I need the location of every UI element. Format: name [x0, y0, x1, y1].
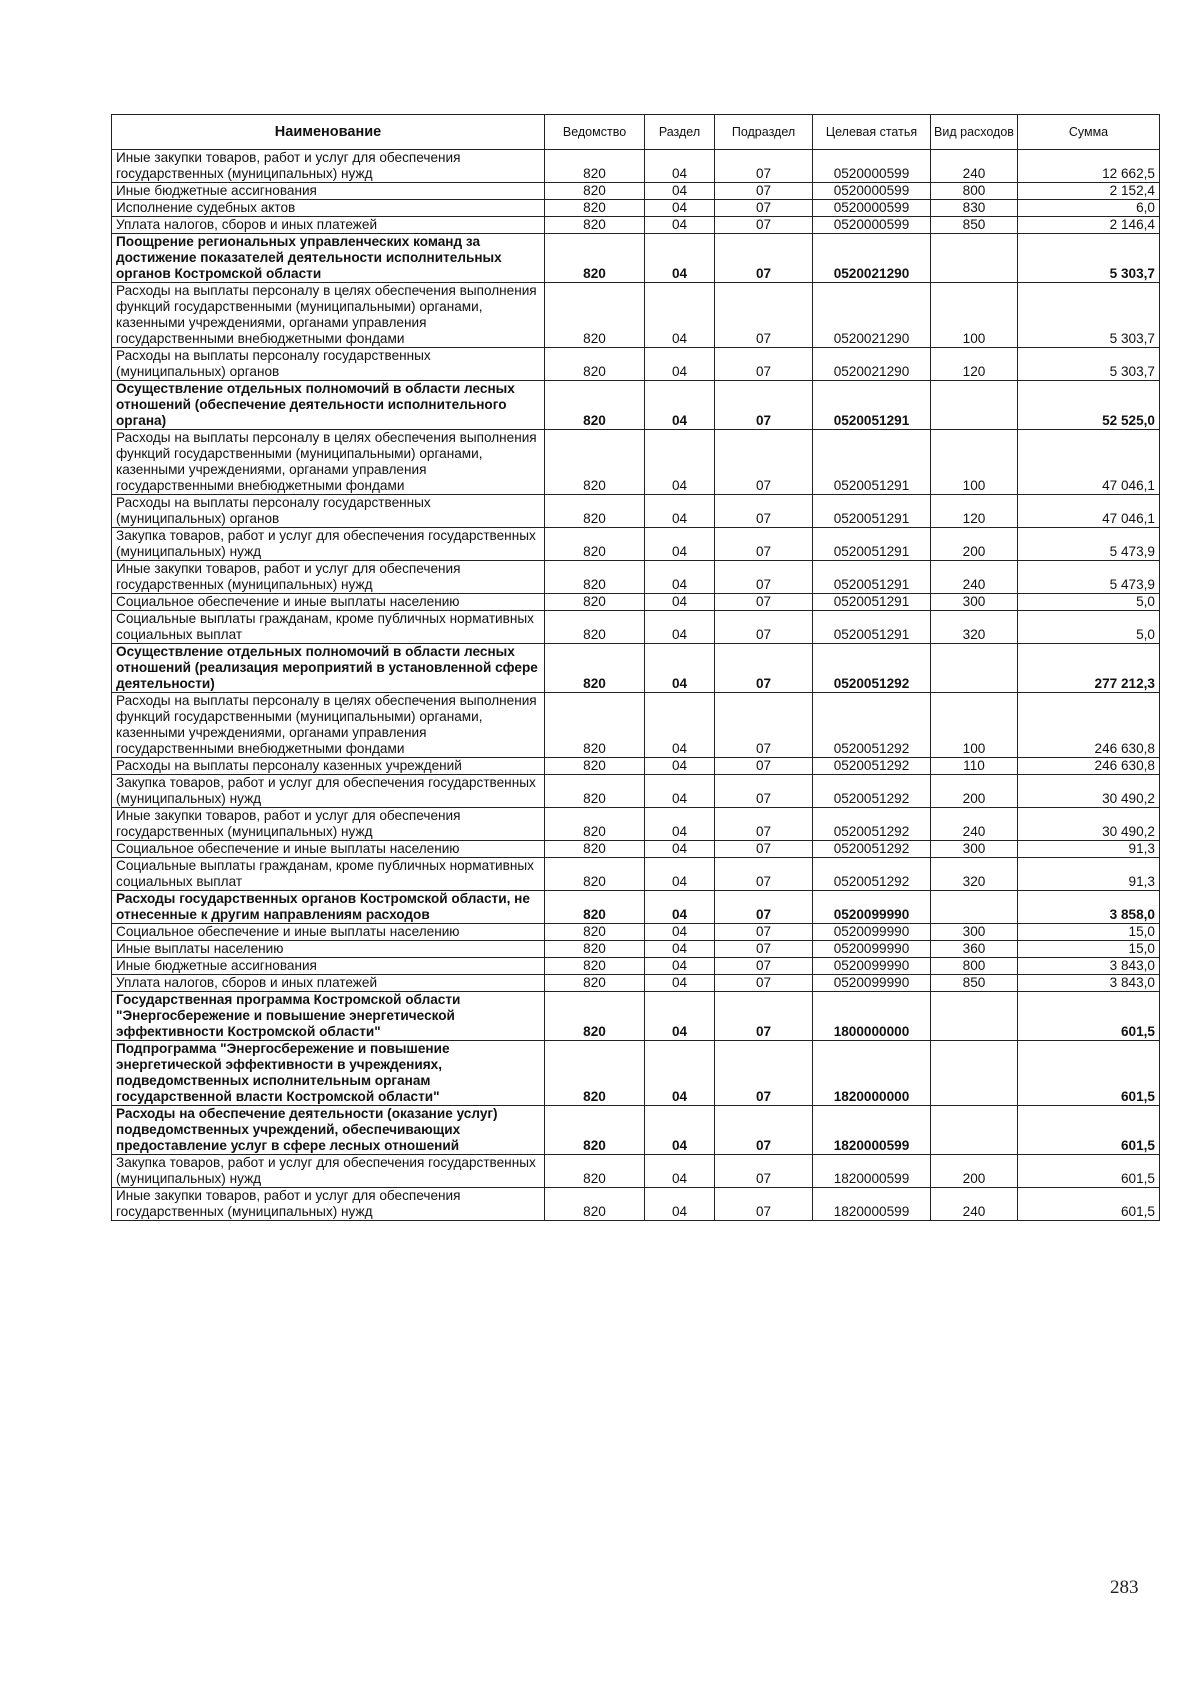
cell-dept: 820	[545, 644, 645, 693]
cell-target: 0520021290	[813, 234, 931, 283]
cell-section: 04	[645, 758, 715, 775]
table-row	[112, 808, 1160, 841]
page-number: 283	[1110, 1577, 1139, 1598]
cell-dept: 820	[545, 495, 645, 528]
cell-target: 1820000000	[813, 1041, 931, 1106]
cell-subsection: 07	[715, 758, 813, 775]
cell-dept: 820	[545, 992, 645, 1041]
cell-sum: 15,0	[1018, 924, 1160, 941]
cell-dept: 820	[545, 1188, 645, 1221]
cell-name: Расходы на выплаты персоналу государственных (муниципальных) органов	[112, 495, 545, 528]
table-row	[112, 644, 1160, 693]
cell-sum: 15,0	[1018, 941, 1160, 958]
cell-sum: 47 046,1	[1018, 430, 1160, 495]
cell-dept: 820	[545, 858, 645, 891]
cell-type: 300	[931, 594, 1018, 611]
cell-subsection: 07	[715, 183, 813, 200]
cell-section: 04	[645, 150, 715, 183]
table-row	[112, 992, 1160, 1041]
cell-name: Уплата налогов, сборов и иных платежей	[112, 217, 545, 234]
cell-subsection: 07	[715, 644, 813, 693]
cell-dept: 820	[545, 283, 645, 348]
cell-target: 0520051292	[813, 644, 931, 693]
cell-dept: 820	[545, 1106, 645, 1155]
cell-name: Иные бюджетные ассигнования	[112, 183, 545, 200]
cell-target: 0520051292	[813, 775, 931, 808]
cell-sum: 30 490,2	[1018, 808, 1160, 841]
cell-sum: 5 473,9	[1018, 561, 1160, 594]
cell-subsection: 07	[715, 200, 813, 217]
table-body	[112, 150, 1160, 1221]
table-row	[112, 561, 1160, 594]
table-row	[112, 858, 1160, 891]
cell-target: 0520099990	[813, 975, 931, 992]
table-row	[112, 200, 1160, 217]
cell-sum: 5 303,7	[1018, 283, 1160, 348]
header-sum: Сумма	[1018, 115, 1160, 150]
cell-type: 200	[931, 775, 1018, 808]
table-row	[112, 348, 1160, 381]
cell-type: 800	[931, 958, 1018, 975]
cell-section: 04	[645, 495, 715, 528]
cell-type: 300	[931, 924, 1018, 941]
cell-target: 0520051291	[813, 561, 931, 594]
cell-subsection: 07	[715, 283, 813, 348]
cell-target: 0520051291	[813, 611, 931, 644]
table-row	[112, 594, 1160, 611]
cell-sum: 3 843,0	[1018, 975, 1160, 992]
cell-sum: 12 662,5	[1018, 150, 1160, 183]
header-dept: Ведомство	[545, 115, 645, 150]
cell-subsection: 07	[715, 891, 813, 924]
cell-subsection: 07	[715, 1106, 813, 1155]
cell-subsection: 07	[715, 1188, 813, 1221]
cell-section: 04	[645, 561, 715, 594]
table-row	[112, 1188, 1160, 1221]
cell-subsection: 07	[715, 858, 813, 891]
cell-subsection: 07	[715, 775, 813, 808]
cell-type: 100	[931, 430, 1018, 495]
cell-section: 04	[645, 528, 715, 561]
cell-target: 0520051292	[813, 808, 931, 841]
cell-sum: 91,3	[1018, 841, 1160, 858]
cell-type: 200	[931, 528, 1018, 561]
cell-type: 240	[931, 561, 1018, 594]
cell-dept: 820	[545, 808, 645, 841]
cell-type	[931, 1106, 1018, 1155]
table-row	[112, 234, 1160, 283]
cell-subsection: 07	[715, 1155, 813, 1188]
cell-type: 320	[931, 858, 1018, 891]
cell-target: 1820000599	[813, 1155, 931, 1188]
table-row	[112, 941, 1160, 958]
cell-type: 240	[931, 150, 1018, 183]
cell-dept: 820	[545, 234, 645, 283]
header-target: Целевая статья	[813, 115, 931, 150]
cell-name: Социальное обеспечение и иные выплаты населению	[112, 924, 545, 941]
cell-target: 0520000599	[813, 150, 931, 183]
table-row	[112, 693, 1160, 758]
cell-name: Закупка товаров, работ и услуг для обеспечения государственных (муниципальных) нужд	[112, 528, 545, 561]
cell-section: 04	[645, 992, 715, 1041]
cell-target: 0520000599	[813, 183, 931, 200]
cell-section: 04	[645, 858, 715, 891]
cell-type	[931, 644, 1018, 693]
table-row	[112, 775, 1160, 808]
cell-section: 04	[645, 891, 715, 924]
cell-target: 0520051292	[813, 841, 931, 858]
cell-target: 0520051292	[813, 693, 931, 758]
cell-subsection: 07	[715, 808, 813, 841]
cell-name: Расходы на обеспечение деятельности (оказание услуг) подведомственных учреждений, обеспечивающих предоставление услуг в сфере лесных отношений	[112, 1106, 545, 1155]
cell-sum: 601,5	[1018, 1041, 1160, 1106]
cell-sum: 5 303,7	[1018, 234, 1160, 283]
cell-type: 300	[931, 841, 1018, 858]
cell-dept: 820	[545, 758, 645, 775]
table-row	[112, 1041, 1160, 1106]
cell-name: Социальные выплаты гражданам, кроме публичных нормативных социальных выплат	[112, 611, 545, 644]
cell-subsection: 07	[715, 941, 813, 958]
cell-subsection: 07	[715, 992, 813, 1041]
cell-sum: 246 630,8	[1018, 758, 1160, 775]
cell-type: 100	[931, 693, 1018, 758]
cell-sum: 5,0	[1018, 611, 1160, 644]
cell-dept: 820	[545, 1155, 645, 1188]
table-row	[112, 150, 1160, 183]
cell-name: Иные закупки товаров, работ и услуг для обеспечения государственных (муниципальных) нужд	[112, 561, 545, 594]
cell-name: Закупка товаров, работ и услуг для обеспечения государственных (муниципальных) нужд	[112, 1155, 545, 1188]
cell-subsection: 07	[715, 495, 813, 528]
cell-name: Социальное обеспечение и иные выплаты населению	[112, 594, 545, 611]
cell-target: 1820000599	[813, 1106, 931, 1155]
cell-target: 0520021290	[813, 348, 931, 381]
cell-target: 0520099990	[813, 891, 931, 924]
header-type: Вид расходов	[931, 115, 1018, 150]
cell-section: 04	[645, 183, 715, 200]
cell-dept: 820	[545, 150, 645, 183]
cell-target: 1800000000	[813, 992, 931, 1041]
cell-name: Расходы на выплаты персоналу государственных (муниципальных) органов	[112, 348, 545, 381]
cell-type: 200	[931, 1155, 1018, 1188]
cell-name: Иные закупки товаров, работ и услуг для обеспечения государственных (муниципальных) нужд	[112, 808, 545, 841]
cell-type: 800	[931, 183, 1018, 200]
cell-target: 0520051291	[813, 594, 931, 611]
cell-subsection: 07	[715, 381, 813, 430]
cell-dept: 820	[545, 941, 645, 958]
cell-sum: 52 525,0	[1018, 381, 1160, 430]
header-subsection: Подраздел	[715, 115, 813, 150]
cell-dept: 820	[545, 430, 645, 495]
cell-type	[931, 381, 1018, 430]
budget-table	[111, 114, 1160, 1221]
cell-section: 04	[645, 217, 715, 234]
table-row	[112, 381, 1160, 430]
cell-sum: 30 490,2	[1018, 775, 1160, 808]
cell-type: 240	[931, 808, 1018, 841]
table-row	[112, 217, 1160, 234]
cell-section: 04	[645, 941, 715, 958]
cell-name: Иные закупки товаров, работ и услуг для обеспечения государственных (муниципальных) нужд	[112, 150, 545, 183]
table-row	[112, 958, 1160, 975]
cell-dept: 820	[545, 891, 645, 924]
cell-target: 1820000599	[813, 1188, 931, 1221]
cell-subsection: 07	[715, 841, 813, 858]
cell-subsection: 07	[715, 693, 813, 758]
cell-type	[931, 891, 1018, 924]
cell-section: 04	[645, 958, 715, 975]
cell-type: 120	[931, 495, 1018, 528]
cell-subsection: 07	[715, 217, 813, 234]
cell-dept: 820	[545, 841, 645, 858]
cell-target: 0520051292	[813, 858, 931, 891]
cell-name: Социальные выплаты гражданам, кроме публичных нормативных социальных выплат	[112, 858, 545, 891]
cell-name: Социальное обеспечение и иные выплаты населению	[112, 841, 545, 858]
cell-sum: 277 212,3	[1018, 644, 1160, 693]
table-row	[112, 758, 1160, 775]
header-name: Наименование	[112, 115, 545, 150]
cell-name: Расходы государственных органов Костромской области, не отнесенные к другим направлениям расходов	[112, 891, 545, 924]
cell-section: 04	[645, 348, 715, 381]
cell-sum: 6,0	[1018, 200, 1160, 217]
cell-section: 04	[645, 1155, 715, 1188]
cell-dept: 820	[545, 958, 645, 975]
cell-type: 120	[931, 348, 1018, 381]
cell-sum: 3 843,0	[1018, 958, 1160, 975]
cell-target: 0520051291	[813, 381, 931, 430]
cell-name: Расходы на выплаты персоналу в целях обеспечения выполнения функций государственными (муниципальными) органами, казенными учреждениями, органами управления государственными внебюджетными фондами	[112, 283, 545, 348]
cell-type: 830	[931, 200, 1018, 217]
cell-sum: 601,5	[1018, 1188, 1160, 1221]
table-row	[112, 528, 1160, 561]
cell-target: 0520051292	[813, 758, 931, 775]
cell-dept: 820	[545, 183, 645, 200]
cell-sum: 601,5	[1018, 1106, 1160, 1155]
cell-type: 850	[931, 217, 1018, 234]
cell-name: Поощрение региональных управленческих команд за достижение показателей деятельности исполнительных органов Костромской области	[112, 234, 545, 283]
cell-subsection: 07	[715, 430, 813, 495]
cell-section: 04	[645, 775, 715, 808]
cell-name: Осуществление отдельных полномочий в области лесных отношений (реализация мероприятий в установленной сфере деятельности)	[112, 644, 545, 693]
cell-subsection: 07	[715, 611, 813, 644]
cell-section: 04	[645, 644, 715, 693]
cell-section: 04	[645, 594, 715, 611]
cell-name: Расходы на выплаты персоналу казенных учреждений	[112, 758, 545, 775]
cell-subsection: 07	[715, 1041, 813, 1106]
cell-type	[931, 992, 1018, 1041]
cell-type: 360	[931, 941, 1018, 958]
cell-target: 0520000599	[813, 200, 931, 217]
cell-sum: 47 046,1	[1018, 495, 1160, 528]
cell-target: 0520000599	[813, 217, 931, 234]
cell-sum: 2 146,4	[1018, 217, 1160, 234]
table-row	[112, 1106, 1160, 1155]
cell-name: Расходы на выплаты персоналу в целях обеспечения выполнения функций государственными (муниципальными) органами, казенными учреждениями, органами управления государственными внебюджетными фондами	[112, 430, 545, 495]
cell-sum: 601,5	[1018, 1155, 1160, 1188]
cell-target: 0520051291	[813, 528, 931, 561]
cell-section: 04	[645, 430, 715, 495]
cell-target: 0520051291	[813, 430, 931, 495]
cell-dept: 820	[545, 217, 645, 234]
cell-name: Исполнение судебных актов	[112, 200, 545, 217]
cell-target: 0520021290	[813, 283, 931, 348]
cell-type: 850	[931, 975, 1018, 992]
cell-type: 240	[931, 1188, 1018, 1221]
cell-section: 04	[645, 808, 715, 841]
table-row	[112, 1155, 1160, 1188]
cell-sum: 91,3	[1018, 858, 1160, 891]
cell-section: 04	[645, 841, 715, 858]
cell-section: 04	[645, 1188, 715, 1221]
cell-dept: 820	[545, 348, 645, 381]
cell-type	[931, 234, 1018, 283]
cell-section: 04	[645, 611, 715, 644]
cell-sum: 5 473,9	[1018, 528, 1160, 561]
cell-target: 0520099990	[813, 958, 931, 975]
cell-section: 04	[645, 975, 715, 992]
cell-section: 04	[645, 200, 715, 217]
cell-name: Уплата налогов, сборов и иных платежей	[112, 975, 545, 992]
table-row	[112, 975, 1160, 992]
cell-dept: 820	[545, 561, 645, 594]
cell-dept: 820	[545, 775, 645, 808]
table-row	[112, 841, 1160, 858]
table-row	[112, 891, 1160, 924]
cell-subsection: 07	[715, 594, 813, 611]
cell-dept: 820	[545, 528, 645, 561]
cell-subsection: 07	[715, 975, 813, 992]
cell-name: Закупка товаров, работ и услуг для обеспечения государственных (муниципальных) нужд	[112, 775, 545, 808]
cell-dept: 820	[545, 381, 645, 430]
cell-dept: 820	[545, 975, 645, 992]
cell-sum: 3 858,0	[1018, 891, 1160, 924]
table-row	[112, 924, 1160, 941]
cell-sum: 601,5	[1018, 992, 1160, 1041]
cell-section: 04	[645, 1106, 715, 1155]
cell-dept: 820	[545, 594, 645, 611]
cell-subsection: 07	[715, 528, 813, 561]
cell-dept: 820	[545, 200, 645, 217]
cell-section: 04	[645, 1041, 715, 1106]
cell-sum: 5,0	[1018, 594, 1160, 611]
cell-type: 100	[931, 283, 1018, 348]
table-row	[112, 495, 1160, 528]
cell-name: Подпрограмма "Энергосбережение и повышение энергетической эффективности в учреждениях, подведомственных исполнительным органам государственной власти Костромской области"	[112, 1041, 545, 1106]
cell-dept: 820	[545, 611, 645, 644]
table-row	[112, 611, 1160, 644]
cell-type: 320	[931, 611, 1018, 644]
cell-target: 0520099990	[813, 941, 931, 958]
cell-sum: 5 303,7	[1018, 348, 1160, 381]
cell-sum: 246 630,8	[1018, 693, 1160, 758]
cell-sum: 2 152,4	[1018, 183, 1160, 200]
cell-type: 110	[931, 758, 1018, 775]
cell-dept: 820	[545, 924, 645, 941]
cell-subsection: 07	[715, 150, 813, 183]
cell-name: Иные выплаты населению	[112, 941, 545, 958]
cell-dept: 820	[545, 693, 645, 758]
table-row	[112, 430, 1160, 495]
header-section: Раздел	[645, 115, 715, 150]
cell-subsection: 07	[715, 958, 813, 975]
cell-name: Государственная программа Костромской области "Энергосбережение и повышение энергетической эффективности Костромской области"	[112, 992, 545, 1041]
cell-section: 04	[645, 283, 715, 348]
table-header-row	[112, 115, 1160, 150]
cell-name: Иные закупки товаров, работ и услуг для обеспечения государственных (муниципальных) нужд	[112, 1188, 545, 1221]
cell-subsection: 07	[715, 924, 813, 941]
cell-type	[931, 1041, 1018, 1106]
cell-section: 04	[645, 693, 715, 758]
table-row	[112, 183, 1160, 200]
table-row	[112, 283, 1160, 348]
cell-subsection: 07	[715, 561, 813, 594]
cell-subsection: 07	[715, 234, 813, 283]
cell-name: Расходы на выплаты персоналу в целях обеспечения выполнения функций государственными (муниципальными) органами, казенными учреждениями, органами управления государственными внебюджетными фондами	[112, 693, 545, 758]
cell-section: 04	[645, 924, 715, 941]
cell-target: 0520051291	[813, 495, 931, 528]
cell-name: Осуществление отдельных полномочий в области лесных отношений (обеспечение деятельности исполнительного органа)	[112, 381, 545, 430]
cell-target: 0520099990	[813, 924, 931, 941]
cell-section: 04	[645, 234, 715, 283]
cell-name: Иные бюджетные ассигнования	[112, 958, 545, 975]
cell-section: 04	[645, 381, 715, 430]
cell-subsection: 07	[715, 348, 813, 381]
cell-dept: 820	[545, 1041, 645, 1106]
